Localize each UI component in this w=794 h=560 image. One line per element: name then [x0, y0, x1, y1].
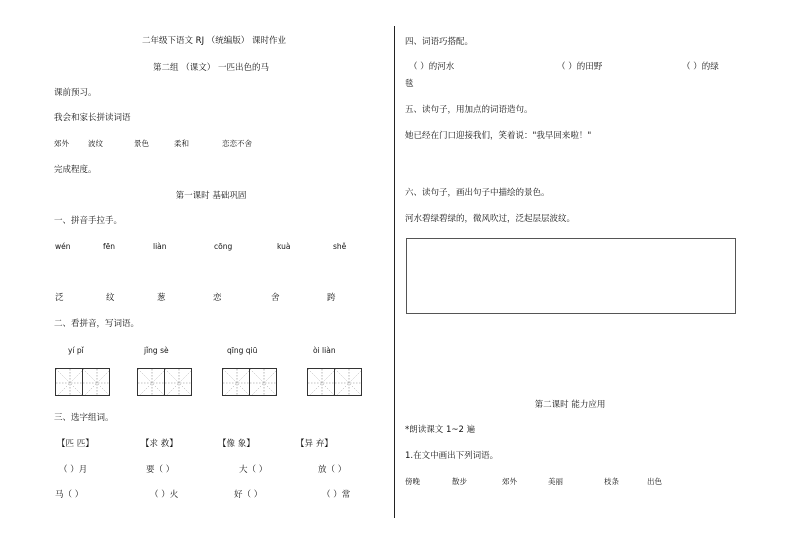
question-6-title: 六、读句子，画出句子中描绘的景色。 [405, 188, 550, 198]
writing-cell[interactable] [307, 368, 335, 396]
read-word: 波纹 [88, 139, 103, 148]
drawing-area[interactable] [406, 238, 736, 314]
writing-cell[interactable] [334, 368, 362, 396]
question-5-title: 五、读句子，用加点的词语造句。 [405, 105, 533, 115]
circle-word: 美丽 [548, 477, 563, 486]
circle-word: 出色 [647, 477, 662, 486]
question-4-title: 四、词语巧搭配。 [405, 37, 474, 47]
writing-grid[interactable] [222, 368, 276, 396]
char-choice-group: 【像 象】 [218, 439, 255, 449]
hanzi: 跨 [327, 293, 336, 303]
question-3-title: 三、选字组词。 [54, 413, 114, 423]
fill-in-blank[interactable]: （ ）的河水 [409, 62, 455, 72]
question-6-sentence: 河水碧绿碧绿的，微风吹过，泛起层层波纹。 [405, 214, 576, 224]
pinyin: jǐng sè [144, 346, 169, 355]
hanzi: 纹 [106, 293, 115, 303]
pinyin: cōng [214, 242, 233, 251]
preview-label: 课前预习。 [54, 88, 97, 98]
writing-cell[interactable] [55, 368, 83, 396]
fill-in-blank[interactable]: （ ）火 [150, 490, 179, 500]
read-word: 郊外 [54, 139, 69, 148]
pinyin: yí pǐ [68, 346, 84, 355]
circle-words-instruction: 1.在文中画出下列词语。 [405, 451, 499, 461]
pinyin: kuà [277, 242, 291, 251]
lesson2-title: 第二课时 能力应用 [534, 400, 606, 410]
circle-word: 枝条 [604, 477, 619, 486]
column-divider [394, 26, 395, 518]
page-header: 二年级下语文 RJ （统编版） 课时作业 [141, 36, 287, 46]
fill-in-blank[interactable]: 放（ ） [318, 465, 347, 475]
hanzi: 恋 [213, 293, 222, 303]
writing-cell[interactable] [164, 368, 192, 396]
writing-cell[interactable] [82, 368, 110, 396]
circle-word: 散步 [452, 477, 467, 486]
hanzi: 葱 [157, 293, 166, 303]
char-choice-group: 【匹 匹】 [57, 439, 94, 449]
pinyin: qīng qiū [227, 346, 258, 355]
read-word: 恋恋不舍 [222, 139, 252, 148]
circle-word: 郊外 [502, 477, 517, 486]
writing-cell[interactable] [249, 368, 277, 396]
question-5-sentence: 她已经在门口迎接我们，笑着说："我早回来啦！" [405, 131, 592, 141]
writing-cell[interactable] [222, 368, 250, 396]
fill-in-blank[interactable]: （ ）的田野 [557, 62, 603, 72]
read-word: 柔和 [174, 139, 189, 148]
fill-in-blank[interactable]: 好（ ） [234, 490, 263, 500]
question-1-title: 一、拼音手拉手。 [54, 216, 123, 226]
fill-in-blank[interactable]: 马（ ） [55, 490, 84, 500]
lesson1-title: 第一课时 基础巩固 [175, 191, 247, 201]
hanzi: 舍 [271, 293, 280, 303]
writing-cell[interactable] [137, 368, 165, 396]
question-2-title: 二、看拼音，写词语。 [54, 319, 140, 329]
fill-in-blank[interactable]: 要（ ） [146, 465, 175, 475]
pinyin: shě [333, 242, 347, 251]
fill-in-blank[interactable]: （ ）常 [322, 490, 351, 500]
writing-grid[interactable] [307, 368, 361, 396]
wrapped-text: 毯 [405, 79, 414, 89]
pinyin: fēn [103, 242, 116, 251]
read-word: 景色 [134, 139, 149, 148]
fill-in-blank[interactable]: （ ）月 [59, 465, 88, 475]
writing-grid[interactable] [137, 368, 191, 396]
read-aloud-instruction: *朗读课文 1~2 遍 [405, 425, 476, 435]
char-choice-group: 【求 救】 [141, 439, 178, 449]
fill-in-blank[interactable]: （ ）的绿 [682, 62, 719, 72]
char-choice-group: 【异 弃】 [296, 439, 333, 449]
fill-in-blank[interactable]: 大（ ） [239, 465, 268, 475]
pinyin: liàn [153, 242, 167, 251]
hanzi: 泛 [55, 293, 64, 303]
pinyin: wén [55, 242, 71, 251]
circle-word: 傍晚 [405, 477, 420, 486]
lesson-subheader: 第二组 （课文） 一匹出色的马 [153, 63, 269, 73]
pinyin: òi liàn [313, 346, 336, 355]
writing-grid[interactable] [55, 368, 109, 396]
progress-label: 完成程度。 [54, 165, 97, 175]
read-with-parents-label: 我会和家长拼读词语 [54, 113, 131, 123]
